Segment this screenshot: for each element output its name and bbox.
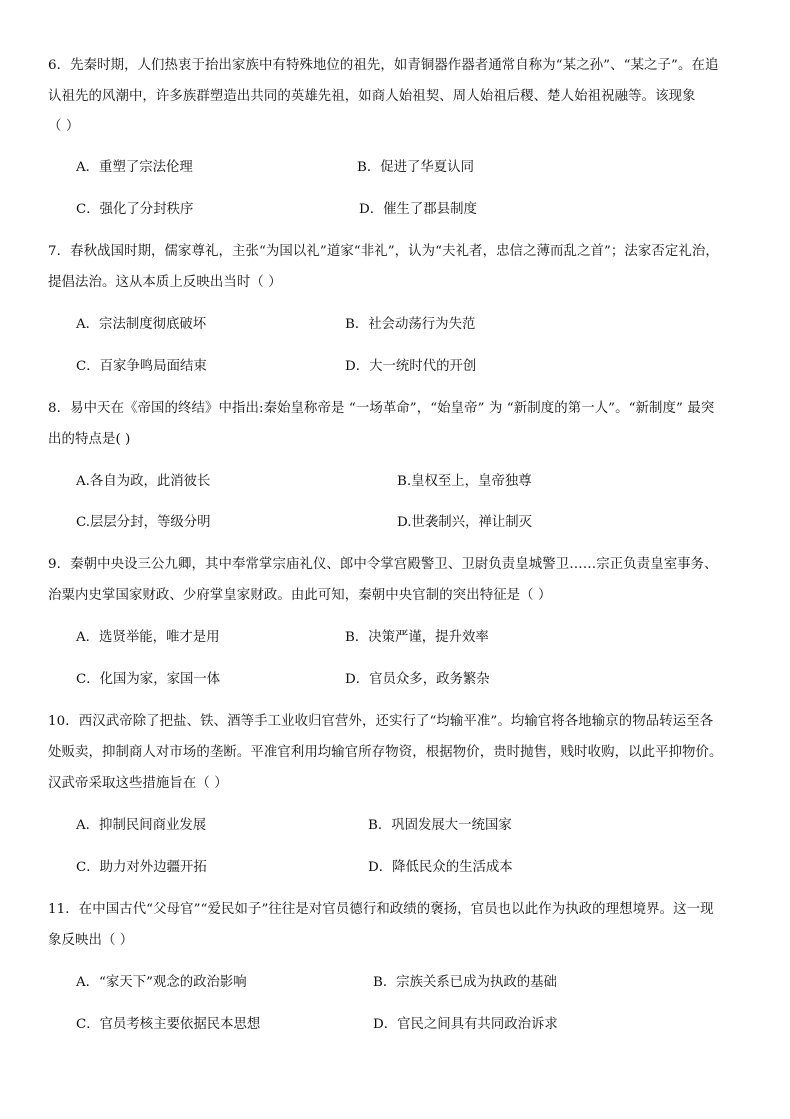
question-9-line-2: 治粟内史掌国家财政、少府掌皇家财政。由此可知，秦朝中央官制的突出特征是（ ） [48,588,552,603]
question-9-option-c: C．化国为家，家国一体 [76,672,221,687]
question-6-option-a: A．重塑了宗法伦理 [76,160,193,175]
question-10-line-3: 汉武帝采取这些措施旨在（ ） [48,776,228,791]
question-6-line-1: 6．先秦时期，人们热衷于抬出家族中有特殊地位的祖先，如青铜器作器者通常自称为“某之孙”、“某之子”。在追 [48,58,719,73]
question-6-option-d: D．催生了郡县制度 [359,202,477,217]
question-7-option-d: D．大一统时代的开创 [345,359,477,374]
question-6-line-2: 认祖先的风潮中，许多族群塑造出共同的英雄先祖，如商人始祖契、周人始祖后稷、楚人始祖祝融等。该现象 [48,89,696,104]
question-10-option-d: D．降低民众的生活成本 [368,860,513,875]
question-9-option-a: A．选贤举能，唯才是用 [76,630,220,645]
question-9-option-b: B．决策严谨，提升效率 [345,630,489,645]
question-9-line-1: 9．秦朝中央设三公九卿，其中奉常掌宗庙礼仪、郎中令掌宫殿警卫、卫尉负责皇城警卫……宗正负责皇室事务、 [48,557,718,572]
question-8-option-d: D.世袭制兴，禅让制灭 [397,515,533,530]
question-8-option-b: B.皇权至上，皇帝独尊 [397,474,532,489]
question-8-option-a: A.各自为政，此消彼长 [76,474,211,489]
question-7-option-b: B．社会动荡行为失范 [345,317,476,332]
question-8-option-c: C.层层分封，等级分明 [76,515,211,530]
question-11-line-2: 象反映出（ ） [48,933,134,948]
question-11-line-1: 11．在中国古代“父母官”“爱民如子”往往是对官员德行和政绩的褒扬，官员也以此作为执政的理想境界。这一现 [48,902,714,917]
question-10-line-1: 10．西汉武帝除了把盐、铁、酒等手工业收归官营外，还实行了“均输平准”。均输官将各地输京的物品转运至各 [48,714,714,729]
question-8-line-1: 8．易中天在《帝国的终结》中指出:秦始皇称帝是 “一场革命”，“始皇帝” 为 “新制度的第一人”。“新制度” 最突 [48,401,715,416]
question-10-line-2: 处贩卖，抑制商人对市场的垄断。平准官利用均输官所存物资，根据物价，贵时抛售，贱时收购，以此平抑物价。 [48,745,723,760]
question-11-option-d: D．官民之间具有共同政治诉求 [373,1017,558,1032]
question-10-option-b: B．巩固发展大一统国家 [368,818,512,833]
question-11-option-a: A．“家天下”观念的政治影响 [76,975,247,990]
question-11-option-b: B．宗族关系已成为执政的基础 [373,975,557,990]
question-7-option-c: C．百家争鸣局面结束 [76,359,207,374]
question-7-line-1: 7．春秋战国时期，儒家尊礼，主张“为国以礼”道家“非礼”，认为“夫礼者，忠信之薄而乱之首”；法家否定礼治， [48,244,719,259]
question-8-line-2: 出的特点是( ) [48,432,131,447]
question-7-line-2: 提倡法治。这从本质上反映出当时（ ） [48,275,282,290]
question-6-line-3: （ ） [48,119,80,134]
question-10-option-a: A．抑制民间商业发展 [76,818,207,833]
question-10-option-c: C．助力对外边疆开拓 [76,860,207,875]
question-6-option-b: B．促进了华夏认同 [357,160,474,175]
question-11-option-c: C．官员考核主要依据民本思想 [76,1017,261,1032]
question-6-option-c: C．强化了分封秩序 [76,202,194,217]
question-7-option-a: A．宗法制度彻底破坏 [76,317,207,332]
question-9-option-d: D．官员众多，政务繁杂 [345,672,490,687]
